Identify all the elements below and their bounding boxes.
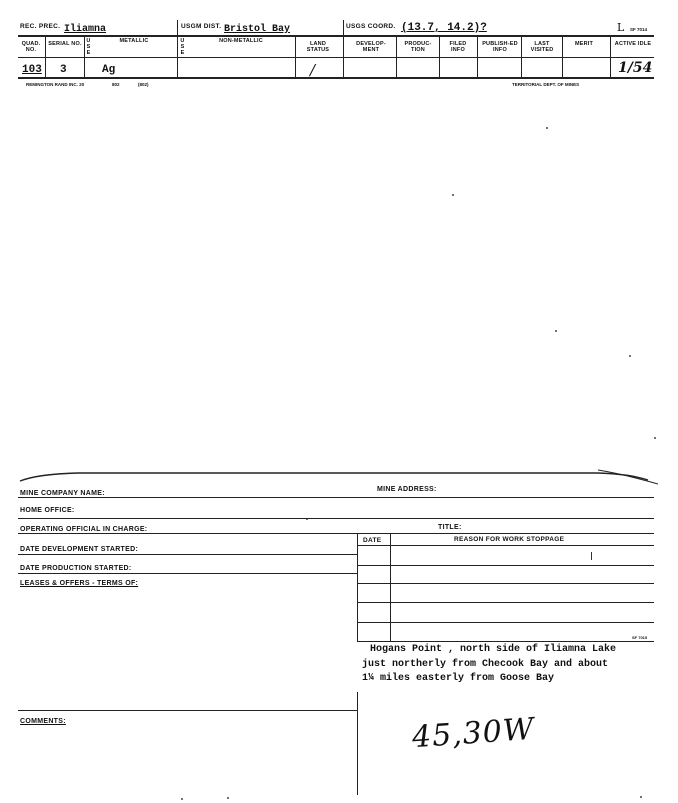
divider (396, 37, 397, 78)
form-number-2: SF 7015 (632, 635, 648, 640)
prod-started-label: DATE PRODUCTION STARTED: (20, 565, 132, 572)
territorial-dept: TERRITORIAL DEPT. OF MINES (512, 82, 580, 87)
leases-label: LEASES & OFFERS - TERMS OF: (20, 580, 139, 587)
company-name-label: MINE COMPANY NAME: (20, 490, 105, 497)
rec-prec-value: Iliamna (64, 24, 107, 35)
record-active-idle: 1/54 (618, 60, 653, 76)
comments-label: COMMENTS: (20, 718, 66, 725)
card-top-border (18, 440, 658, 490)
rule (18, 497, 654, 498)
divider (343, 20, 344, 78)
operating-official-label: OPERATING OFFICIAL IN CHARGE: (20, 526, 148, 533)
location-line-1: Hogans Point , north side of Iliamna Lake (370, 644, 617, 655)
record-serial-no: 3 (60, 64, 67, 76)
mine-details-form (0, 440, 678, 803)
divider (439, 37, 440, 78)
divider (357, 533, 358, 641)
divider (562, 37, 563, 78)
rule (18, 554, 357, 555)
col-use-right: U S E (180, 38, 185, 56)
divider (45, 37, 46, 78)
col-land-status: LAND STATUS (306, 41, 330, 53)
col-merit: MERIT (574, 41, 594, 47)
divider (610, 37, 611, 78)
rule (357, 641, 654, 642)
divider (521, 37, 522, 78)
home-office-label: HOME OFFICE: (20, 507, 75, 514)
rule (18, 57, 654, 58)
printer-number: 802 (112, 82, 120, 87)
col-metallic: METALLIC (119, 38, 149, 44)
rule (18, 533, 654, 534)
rule (357, 602, 654, 603)
col-published-info: PUBLISH-ED INFO (482, 41, 518, 53)
date-col-label: DATE (363, 537, 382, 544)
corner-letter: L (617, 21, 625, 34)
col-use-left: U S E (86, 38, 91, 56)
scan-speck (629, 355, 631, 357)
rule (357, 622, 654, 623)
dev-started-label: DATE DEVELOPMENT STARTED: (20, 546, 139, 553)
divider (84, 37, 85, 78)
record-land-status: / (310, 61, 316, 79)
usgm-dist-label: USGM DIST. (181, 23, 222, 30)
rule (18, 573, 357, 574)
scan-speck (555, 330, 557, 332)
usgs-coord-label: USGS COORD. (346, 23, 396, 30)
col-active-idle: ACTIVE IDLE (614, 41, 652, 47)
scan-speck (452, 194, 454, 196)
location-line-2: just northerly from Checook Bay and about (362, 659, 609, 670)
col-production: PRODUC-TION (404, 41, 432, 53)
rec-prec-label: REC. PREC. (20, 23, 61, 30)
printer-mark: REMINGTON RAND INC. 20 (26, 82, 85, 87)
rule (18, 518, 654, 519)
form-number: SF 7014 (630, 27, 648, 32)
usgm-dist-value: Bristol Bay (224, 24, 291, 35)
rule (18, 77, 654, 79)
col-development: DEVELOP-MENT (356, 41, 386, 53)
usgs-coord-value: (13.7, 14.2)? (401, 22, 487, 34)
rule (357, 545, 654, 546)
record-card (0, 0, 678, 100)
scan-speck (546, 127, 548, 129)
divider (390, 533, 391, 641)
col-last-visited: LAST VISITED (530, 41, 554, 53)
divider (357, 692, 358, 795)
location-line-3: 1¼ miles easterly from Goose Bay (362, 673, 555, 684)
divider (477, 37, 478, 78)
pencil-tick (591, 552, 592, 560)
col-quad-no: QUAD. NO. (21, 41, 41, 53)
printer-paren: (802) (138, 82, 149, 87)
scan-speck (654, 437, 656, 439)
reason-col-label: REASON FOR WORK STOPPAGE (454, 536, 565, 543)
col-non-metallic: NON-METALLIC (219, 38, 263, 44)
col-filed-info: FILED INFO (449, 41, 467, 53)
rule (357, 583, 654, 584)
rule (357, 565, 654, 566)
handwritten-coords: 45,30W (410, 711, 536, 756)
divider (177, 20, 178, 78)
divider (295, 37, 296, 78)
title-label: TITLE: (438, 524, 462, 531)
col-serial-no: SERIAL NO. (48, 41, 82, 47)
rule (18, 35, 654, 37)
record-quad-no: 103 (22, 64, 42, 76)
mine-address-label: MINE ADDRESS: (377, 486, 437, 493)
record-metallic: Ag (102, 64, 116, 76)
rule (18, 710, 357, 711)
